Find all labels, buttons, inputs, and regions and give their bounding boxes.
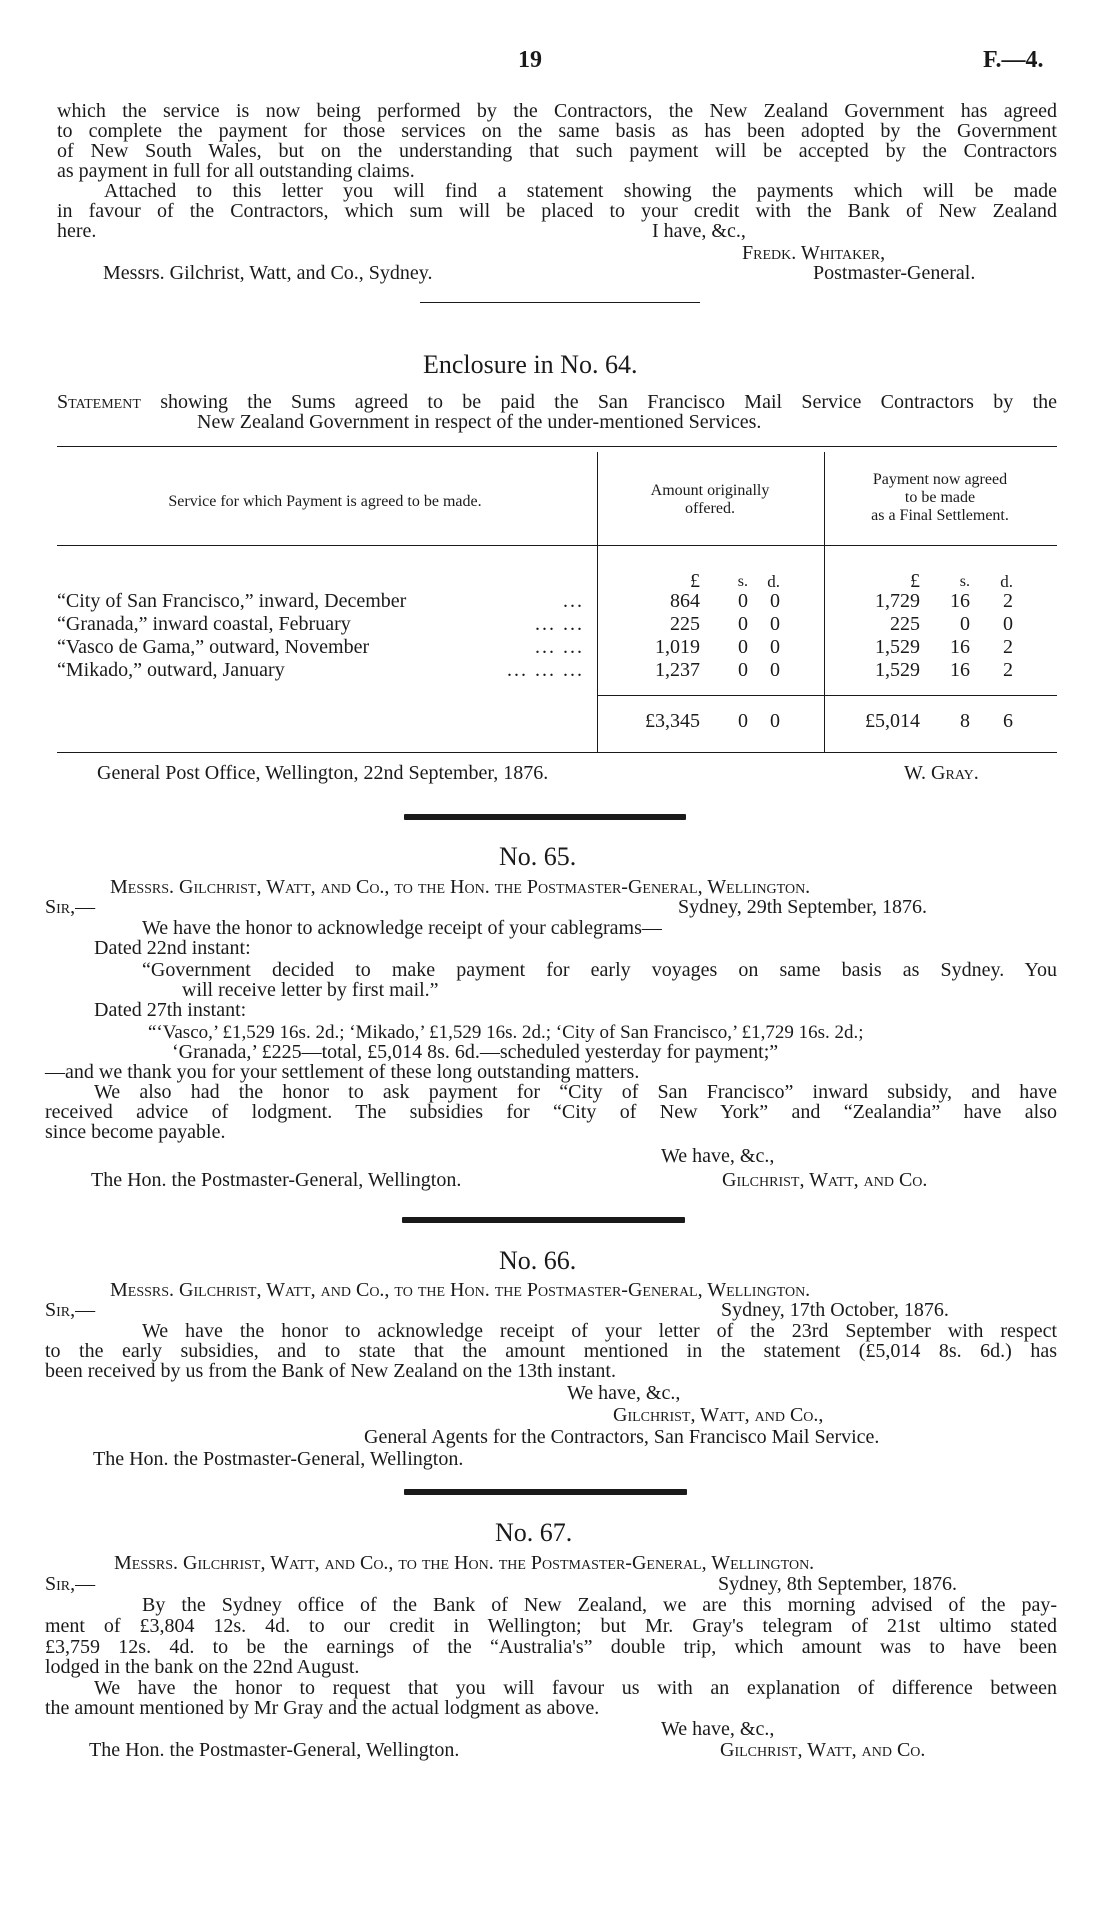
body-line: By the Sydney office of the Bank of New Zealand, we are this morning advised of the pay- bbox=[142, 1594, 1057, 1616]
final-shillings: 16 bbox=[950, 659, 970, 681]
body-line: of New South Wales, but on the understanding that such payment will be accepted by the Contractors bbox=[57, 140, 1057, 162]
body-line: as payment in full for all outstanding claims. bbox=[57, 160, 415, 182]
body-line: We have the honor to acknowledge receipt of your cablegrams— bbox=[142, 917, 662, 939]
offered-shillings: 0 bbox=[738, 613, 748, 635]
offered-pounds: 864 bbox=[670, 590, 700, 612]
table-column-rule bbox=[824, 452, 825, 752]
body-line: received advice of lodgment. The subsidies for “City of New York” and “Zealandia” have also bbox=[45, 1101, 1057, 1123]
addressee: The Hon. the Postmaster-General, Wellington. bbox=[89, 1739, 460, 1761]
letter-date: Sydney, 29th September, 1876. bbox=[678, 896, 927, 918]
letter-date: Sydney, 17th October, 1876. bbox=[721, 1299, 949, 1321]
body-line: We have the honor to request that you will favour us with an explanation of difference between bbox=[94, 1677, 1057, 1699]
letter-date: Sydney, 8th September, 1876. bbox=[718, 1573, 957, 1595]
closing: We have, &c., bbox=[661, 1718, 775, 1740]
column-header-final: as a Final Settlement. bbox=[871, 507, 1009, 524]
body-line: the amount mentioned by Mr Gray and the actual lodgment as above. bbox=[45, 1697, 600, 1719]
offered-pence: 0 bbox=[770, 636, 780, 658]
table-row-service: “Granada,” inward coastal, February bbox=[57, 613, 351, 635]
addressee: The Hon. the Postmaster-General, Wellington. bbox=[91, 1169, 462, 1191]
total-offered: £3,345 bbox=[645, 710, 700, 732]
closing: I have, &c., bbox=[652, 220, 746, 242]
unit-pound: £ bbox=[690, 570, 700, 592]
offered-pence: 0 bbox=[770, 659, 780, 681]
closing: We have, &c., bbox=[567, 1382, 681, 1404]
unit-pound: £ bbox=[910, 570, 920, 592]
table-row-leader: ... ... bbox=[535, 613, 584, 635]
page-number: 19 bbox=[518, 47, 542, 73]
total-final-pence: 6 bbox=[1003, 710, 1013, 732]
unit-pence: d. bbox=[767, 572, 780, 591]
body-line: Dated 22nd instant: bbox=[94, 937, 251, 959]
total-offered-shillings: 0 bbox=[738, 710, 748, 732]
unit-pence: d. bbox=[1000, 572, 1013, 591]
signature: Gilchrist, Watt, and Co., bbox=[613, 1404, 824, 1426]
quoted-line: ‘Granada,’ £225—total, £5,014 8s. 6d.—scheduled yesterday for payment;” bbox=[172, 1041, 779, 1063]
salutation: Sir,— bbox=[45, 1299, 96, 1321]
total-final: £5,014 bbox=[865, 710, 920, 732]
table-row-service: “Vasco de Gama,” outward, November bbox=[57, 636, 370, 658]
table-column-rule bbox=[597, 452, 598, 752]
final-pence: 2 bbox=[1003, 659, 1013, 681]
offered-shillings: 0 bbox=[738, 636, 748, 658]
total-final-shillings: 8 bbox=[960, 710, 970, 732]
table-header-rule bbox=[57, 545, 1057, 546]
body-line: here. bbox=[57, 220, 97, 242]
body-line: We have the honor to acknowledge receipt of your letter of the 23rd September with respect bbox=[142, 1320, 1057, 1342]
signature: Gilchrist, Watt, and Co. bbox=[720, 1739, 926, 1761]
final-pounds: 225 bbox=[890, 613, 920, 635]
body-line: since become payable. bbox=[45, 1121, 226, 1143]
offered-shillings: 0 bbox=[738, 590, 748, 612]
letter-number: No. 67. bbox=[495, 1518, 573, 1547]
offered-shillings: 0 bbox=[738, 659, 748, 681]
body-line: been received by us from the Bank of New Zealand on the 13th instant. bbox=[45, 1360, 616, 1382]
signature: Fredk. Whitaker, bbox=[742, 242, 886, 264]
offered-pence: 0 bbox=[770, 613, 780, 635]
body-line: Attached to this letter you will find a statement showing the payments which will be made bbox=[104, 180, 1057, 202]
body-line: We also had the honor to ask payment for “City of San Francisco” inward subsidy, and have bbox=[94, 1081, 1057, 1103]
offered-pounds: 225 bbox=[670, 613, 700, 635]
totals-rule bbox=[597, 695, 1057, 696]
final-pounds: 1,529 bbox=[875, 659, 920, 681]
table-row-leader: ... bbox=[563, 590, 584, 612]
statement-footer-place: General Post Office, Wellington, 22nd September, 1876. bbox=[97, 762, 549, 784]
table-row-leader: ... ... ... bbox=[507, 659, 584, 681]
final-pence: 2 bbox=[1003, 590, 1013, 612]
final-pounds: 1,729 bbox=[875, 590, 920, 612]
body-line: to complete the payment for those services on the same basis as has been adopted by the Government bbox=[57, 120, 1057, 142]
body-line: in favour of the Contractors, which sum will be placed to your credit with the Bank of New Zealand bbox=[57, 200, 1057, 222]
enclosure-title: Enclosure in No. 64. bbox=[423, 350, 638, 379]
section-divider-thick bbox=[404, 814, 686, 820]
table-row-leader: ... ... bbox=[535, 636, 584, 658]
document-reference: F.—4. bbox=[983, 47, 1044, 73]
section-divider-thick bbox=[404, 1489, 687, 1495]
column-header-final: to be made bbox=[904, 489, 976, 506]
table-row-service: “Mikado,” outward, January bbox=[57, 659, 285, 681]
statement-text: showing the Sums agreed to be paid the San Francisco Mail Service Contractors by the bbox=[160, 391, 1058, 413]
addressee: The Hon. the Postmaster-General, Wellington. bbox=[93, 1448, 464, 1470]
statement-line-2: New Zealand Government in respect of the under-mentioned Services. bbox=[197, 411, 762, 433]
offered-pounds: 1,237 bbox=[655, 659, 700, 681]
column-header-offered: offered. bbox=[685, 500, 735, 517]
statement-heading bbox=[57, 392, 1057, 413]
quoted-line: will receive letter by first mail.” bbox=[182, 979, 439, 1001]
addressee: Messrs. Gilchrist, Watt, and Co., Sydney. bbox=[103, 262, 433, 284]
body-line: £3,759 12s. 4d. to be the earnings of the “Australia's” double trip, which amount was to have been bbox=[45, 1636, 1057, 1658]
final-pence: 0 bbox=[1003, 613, 1013, 635]
closing: We have, &c., bbox=[661, 1145, 775, 1167]
body-line: Dated 27th instant: bbox=[94, 999, 247, 1021]
body-line: —and we thank you for your settlement of these long outstanding matters. bbox=[45, 1061, 640, 1083]
final-shillings: 0 bbox=[960, 613, 970, 635]
table-bottom-rule bbox=[57, 752, 1057, 753]
column-header-offered: Amount originally bbox=[650, 482, 770, 499]
final-shillings: 16 bbox=[950, 636, 970, 658]
column-header-final: Payment now agreed bbox=[872, 471, 1008, 488]
column-header-service: Service for which Payment is agreed to be made. bbox=[168, 493, 482, 510]
quoted-line: “‘Vasco,’ £1,529 16s. 2d.; ‘Mikado,’ £1,529 16s. 2d.; ‘City of San Francisco,’ £1,729 16s. 2d.; bbox=[148, 1022, 864, 1043]
statement-word: Statement bbox=[57, 391, 141, 413]
body-line: ment of £3,804 12s. 4d. to our credit in Wellington; but Mr. Gray's telegram of 21st ultimo stated bbox=[45, 1615, 1057, 1637]
total-offered-pence: 0 bbox=[770, 710, 780, 732]
signer-title: General Agents for the Contractors, San Francisco Mail Service. bbox=[364, 1426, 880, 1448]
offered-pence: 0 bbox=[770, 590, 780, 612]
letter-heading: Messrs. Gilchrist, Watt, and Co., to the Hon. the Postmaster-General, Wellington. bbox=[110, 876, 811, 898]
section-divider-thick bbox=[402, 1217, 685, 1223]
letter-number: No. 66. bbox=[499, 1246, 577, 1275]
signer-title: Postmaster-General. bbox=[813, 262, 976, 284]
salutation: Sir,— bbox=[45, 896, 96, 918]
signature: Gilchrist, Watt, and Co. bbox=[722, 1169, 928, 1191]
final-pounds: 1,529 bbox=[875, 636, 920, 658]
table-row-service: “City of San Francisco,” inward, December bbox=[57, 590, 407, 612]
final-pence: 2 bbox=[1003, 636, 1013, 658]
section-divider bbox=[420, 302, 700, 303]
final-shillings: 16 bbox=[950, 590, 970, 612]
letter-heading: Messrs. Gilchrist, Watt, and Co., to the Hon. the Postmaster-General, Wellington. bbox=[110, 1279, 811, 1301]
body-line: which the service is now being performed by the Contractors, the New Zealand Government has agreed bbox=[57, 100, 1057, 122]
table-top-rule bbox=[57, 446, 1057, 447]
letter-number: No. 65. bbox=[499, 842, 577, 871]
unit-shillings: s. bbox=[959, 573, 970, 590]
body-line: lodged in the bank on the 22nd August. bbox=[45, 1656, 360, 1678]
letter-heading: Messrs. Gilchrist, Watt, and Co., to the Hon. the Postmaster-General, Wellington. bbox=[114, 1552, 815, 1574]
quoted-line: “Government decided to make payment for early voyages on same basis as Sydney. You bbox=[142, 959, 1057, 981]
salutation: Sir,— bbox=[45, 1573, 96, 1595]
unit-shillings: s. bbox=[737, 573, 748, 590]
body-line: to the early subsidies, and to state that the amount mentioned in the statement (£5,014 8s. 6d.) has bbox=[45, 1340, 1057, 1362]
offered-pounds: 1,019 bbox=[655, 636, 700, 658]
statement-footer-signer: W. Gray. bbox=[904, 762, 979, 784]
